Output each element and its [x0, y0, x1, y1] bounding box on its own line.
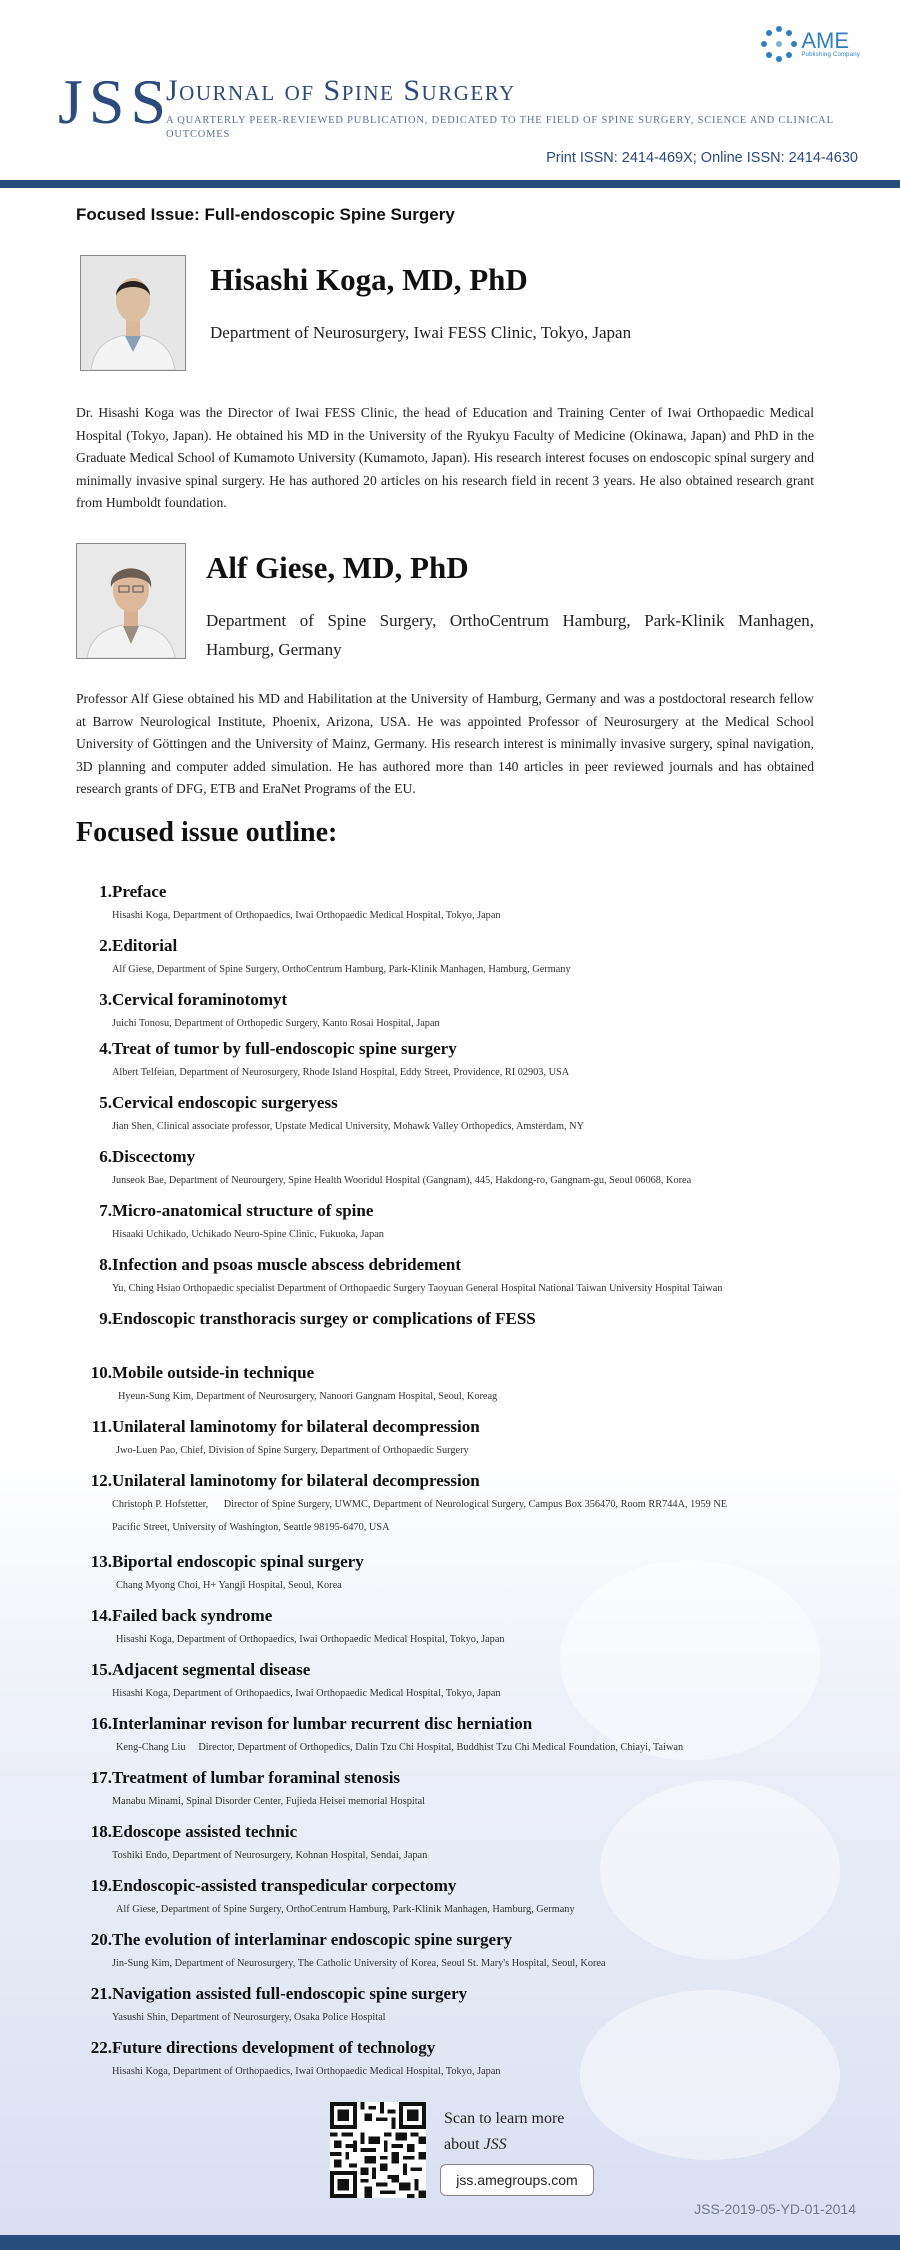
- qr-code-icon[interactable]: [330, 2102, 426, 2198]
- outline-item-title: Endoscopic transthoracis surgey or complications of FESS: [112, 1309, 536, 1328]
- outline-item-authors: Hisashi Koga, Department of Orthopaedics, Iwai Orthopaedic Medical Hospital, Tokyo, Japan: [116, 1634, 505, 1645]
- outline-item-title: Interlaminar revison for lumbar recurrent disc herniation: [112, 1714, 533, 1733]
- outline-item-authors: Hisashi Koga, Department of Orthopaedics, Iwai Orthopaedic Medical Hospital, Tokyo, Japan: [112, 910, 501, 921]
- outline-item-number: 8.: [99, 1255, 112, 1274]
- outline-item-authors: Albert Telfeian, Department of Neurosurgery, Rhode Island Hospital, Eddy Street, Providence, RI 02903, USA: [112, 1067, 570, 1078]
- editor-bio-koga: Dr. Hisashi Koga was the Director of Iwai FESS Clinic, the head of Education and Training Center of Iwai Orthopaedic Medical Hospital (Tokyo, Japan). He obtained his MD in the University of the Ryukyu Faculty of Medicine (Okinawa, Japan) and PhD in the Graduate Medical School of Kumamoto University (Kumamoto, Japan). His research interest focuses on endoscopic spinal surgery and minimally invasive spinal surgery. He has authored 20 articles on his research field in recent 3 years. He also obtained research grant from Humboldt foundation.: [76, 405, 814, 510]
- issn-line: Print ISSN: 2414-469X; Online ISSN: 2414-4630: [546, 150, 858, 166]
- outline-item-title: Treatment of lumbar foraminal stenosis: [112, 1768, 401, 1787]
- header-divider-bar: [0, 180, 900, 188]
- outline-item-number: 2.: [99, 936, 112, 955]
- outline-item-number: 4.: [99, 1039, 112, 1058]
- outline-item-title: Edoscope assisted technic: [112, 1822, 298, 1841]
- outline-item-number: 7.: [99, 1201, 112, 1220]
- outline-item-authors: Chang Myong Choi, H+ Yangji Hospital, Seoul, Korea: [116, 1580, 342, 1591]
- outline-item-authors: Yu, Ching Hsiao Orthopaedic specialist Department of Orthopaedic Surgery Taoyuan General Hospital National Taiwan University Hospital Taiwan: [112, 1283, 723, 1294]
- outline-item-title: Unilateral laminotomy for bilateral decompression: [112, 1417, 480, 1436]
- outline-item-authors: Hisaaki Uchikado, Uchikado Neuro-Spine Clinic, Fukuoka, Japan: [112, 1229, 384, 1240]
- outline-item-authors: Keng-Chang Liu Director, Department of Orthopedics, Dalin Tzu Chi Hospital, Buddhist Tzu Chi Medical Foundation, Chiayi, Taiwan: [116, 1742, 684, 1753]
- outline-item-authors: Toshiki Endo, Department of Neurosurgery, Kohnan Hospital, Sendai, Japan: [112, 1850, 428, 1861]
- editor-photo-koga: [80, 255, 186, 371]
- outline-item-number: 1.: [99, 882, 112, 901]
- outline-item-number: 6.: [99, 1147, 112, 1166]
- ame-publisher-logo[interactable]: [761, 26, 860, 62]
- outline-item-number: 16.: [90, 1714, 112, 1733]
- outline-item-number: 20.: [90, 1930, 112, 1949]
- outline-item-number: 21.: [90, 1984, 112, 2003]
- editor-affiliation-giese: Department of Spine Surgery, OrthoCentrum Hamburg, Park-Klinik Manhagen, Hamburg, Germany: [206, 611, 814, 659]
- outline-item-number: 12.: [90, 1471, 112, 1490]
- outline-item-authors: Hisashi Koga, Department of Orthopaedics, Iwai Orthopaedic Medical Hospital, Tokyo, Japan: [112, 1688, 501, 1699]
- outline-item-number: 5.: [99, 1093, 112, 1112]
- editor-name-giese: Alf Giese, MD, PhD: [206, 550, 469, 585]
- outline-item-title: Treat of tumor by full-endoscopic spine surgery: [112, 1039, 457, 1058]
- outline-item-authors-continued: Pacific Street, University of Washington, Seattle 98195-6470, USA: [112, 1522, 390, 1533]
- ame-logo-text: AME: [801, 28, 850, 53]
- journal-url-link[interactable]: jss.amegroups.com: [440, 2164, 594, 2196]
- journal-header: [0, 0, 900, 190]
- outline-item-authors: Christoph P. Hofstetter, Director of Spine Surgery, UWMC, Department of Neurological Surgery, Campus Box 356470, Room RR744A, 1959 NE: [112, 1499, 728, 1510]
- outline-item-title: Infection and psoas muscle abscess debridement: [112, 1255, 461, 1274]
- outline-item-title: Preface: [112, 882, 167, 901]
- outline-item-authors: Yasushi Shin, Department of Neurosurgery, Osaka Police Hospital: [112, 2012, 386, 2023]
- outline-item-number: 14.: [90, 1606, 112, 1625]
- jss-logo-mark: JSS: [58, 66, 173, 137]
- editor-name-koga: Hisashi Koga, MD, PhD: [210, 262, 528, 297]
- scan-line2: about: [444, 2136, 480, 2153]
- ame-logo-subtext: Publishing Company: [801, 52, 860, 58]
- editor-photo-giese: [76, 543, 186, 659]
- journal-title: Journal of Spine Surgery: [166, 74, 516, 107]
- outline-item-authors: Junseok Bae, Department of Neurourgery, Spine Health Wooridul Hospital (Gangnam), 445, Hakdong-ro, Gangnam-gu, Seoul 06068, Korea: [112, 1175, 692, 1186]
- outline-item-number: 10.: [90, 1363, 112, 1382]
- outline-item-authors: Alf Giese, Department of Spine Surgery, OrthoCentrum Hamburg, Park-Klinik Manhagen, Hamburg, Germany: [112, 964, 571, 975]
- outline-item-number: 18.: [90, 1822, 112, 1841]
- scan-line1: Scan to learn more: [444, 2110, 565, 2127]
- outline-item-number: 19.: [90, 1876, 112, 1895]
- outline-item-authors: Juichi Tonosu, Department of Orthopedic Surgery, Kanto Rosai Hospital, Japan: [112, 1018, 440, 1029]
- outline-item-title: Biportal endoscopic spinal surgery: [112, 1552, 364, 1571]
- document-code: JSS-2019-05-YD-01-2014: [694, 2201, 856, 2217]
- journal-subtitle: A QUARTERLY PEER-REVIEWED PUBLICATION, DEDICATED TO THE FIELD OF SPINE SURGERY, SCIENCE AND CLINICAL OUTCOMES: [166, 115, 834, 140]
- outline-item-title: Failed back syndrome: [112, 1606, 273, 1625]
- outline-item-number: 15.: [90, 1660, 112, 1679]
- outline-item-title: Adjacent segmental disease: [112, 1660, 311, 1679]
- outline-item-authors: Jian Shen, Clinical associate professor, Upstate Medical University, Mohawk Valley Orthopedics, Amsterdam, NY: [112, 1121, 585, 1132]
- outline-item-number: 11.: [91, 1417, 112, 1436]
- outline-item-title: Mobile outside-in technique: [112, 1363, 315, 1382]
- outline-item-number: 3.: [99, 990, 112, 1009]
- focused-issue-label: Focused Issue: Full-endoscopic Spine Surgery: [76, 205, 455, 224]
- outline-item-title: The evolution of interlaminar endoscopic spine surgery: [112, 1930, 513, 1949]
- outline-item-authors: Manabu Minami, Spinal Disorder Center, Fujieda Heisei memorial Hospital: [112, 1796, 426, 1807]
- outline-item-authors: Alf Giese, Department of Spine Surgery, OrthoCentrum Hamburg, Park-Klinik Manhagen, Hamburg, Germany: [116, 1904, 575, 1915]
- outline-item-title: Cervical endoscopic surgeryess: [112, 1093, 338, 1112]
- outline-item-authors: Hisashi Koga, Department of Orthopaedics, Iwai Orthopaedic Medical Hospital, Tokyo, Japan: [112, 2066, 501, 2077]
- outline-item-title: Unilateral laminotomy for bilateral decompression: [112, 1471, 480, 1490]
- outline-item-title: Micro-anatomical structure of spine: [112, 1201, 374, 1220]
- outline-item-title: Navigation assisted full-endoscopic spine surgery: [112, 1984, 468, 2003]
- outline-item-number: 17.: [90, 1768, 112, 1787]
- outline-item-number: 22.: [90, 2038, 112, 2057]
- outline-item-number: 13.: [90, 1552, 112, 1571]
- scan-journal-name: JSS: [483, 2136, 507, 2153]
- outline-item-title: Future directions development of technology: [112, 2038, 436, 2057]
- editor-bio-giese: Professor Alf Giese obtained his MD and Habilitation at the University of Hamburg, Germany and was a postdoctoral research fellow at Barrow Neurological Institute, Phoenix, Arizona, USA. He was appointed Professor of Neurosurgery at the Medical School University of Göttingen and the University of Mainz, Germany. His research interest is minimally invasive surgery, spinal navigation, 3D planning and computer added simulation. He has authored more than 140 articles in peer reviewed journals and has obtained research grants of DFG, ETB and EraNet Programs of the EU.: [76, 691, 814, 796]
- outline-item-authors: Jwo-Luen Pao, Chief, Division of Spine Surgery, Department of Orthopaedic Surgery: [116, 1445, 469, 1456]
- outline-item-title: Editorial: [112, 936, 178, 955]
- outline-item-title: Endoscopic-assisted transpedicular corpectomy: [112, 1876, 457, 1895]
- outline-item-title: Cervical foraminotomyt: [112, 990, 288, 1009]
- ame-dots-icon: [761, 26, 797, 62]
- outline-item-number: 9.: [99, 1309, 112, 1328]
- editor-affiliation-koga: Department of Neurosurgery, Iwai FESS Clinic, Tokyo, Japan: [210, 323, 632, 342]
- footer-bar: [0, 2235, 900, 2250]
- outline-item-title: Discectomy: [112, 1147, 196, 1166]
- outline-item-authors: Hyeun-Sung Kim, Department of Neurosurgery, Nanoori Gangnam Hospital, Seoul, Koreag: [118, 1391, 498, 1402]
- outline-item-authors: Jin-Sung Kim, Department of Neurosurgery, The Catholic University of Korea, Seoul St. Mary's Hospital, Seoul, Korea: [112, 1958, 606, 1969]
- outline-heading: Focused issue outline:: [76, 817, 338, 848]
- scan-prompt: [444, 2106, 564, 2158]
